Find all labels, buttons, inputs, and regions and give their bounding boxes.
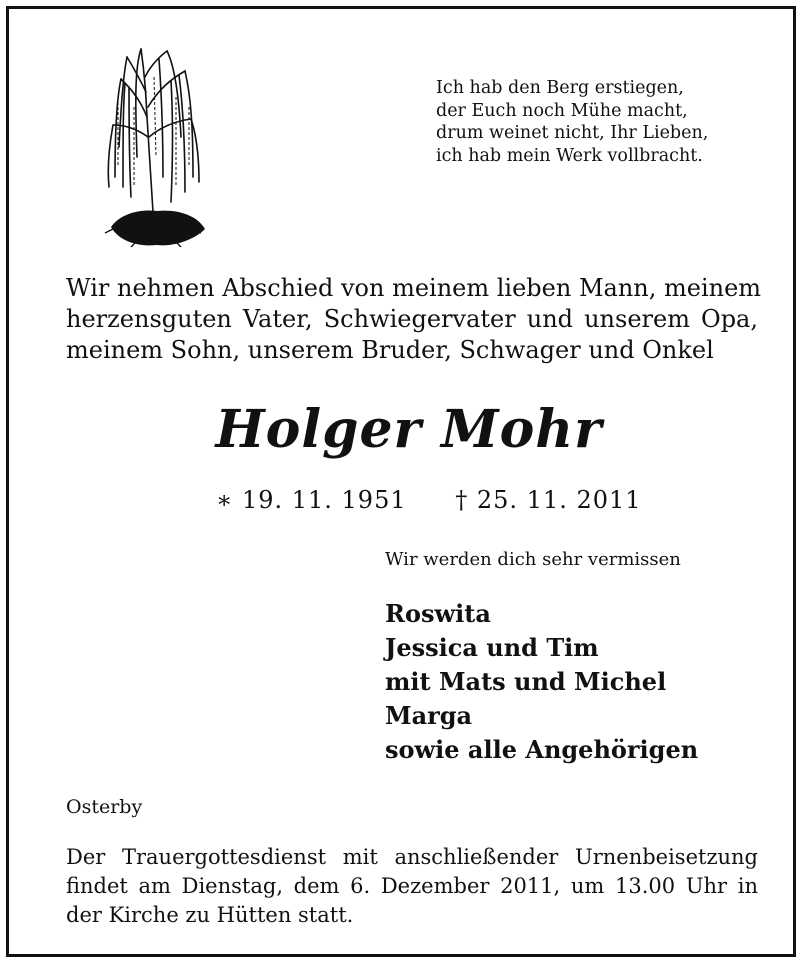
mourner: Roswita [385,599,491,628]
intro-line: meinem Sohn, unserem Bruder, Schwager und Onkel [66,336,714,364]
poem-line: drum weinet nicht, Ihr Lieben, [436,123,709,143]
place-name: Osterby [66,796,143,818]
farewell-line: Wir werden dich sehr vermissen [385,549,681,570]
service-line: Der Trauergottesdienst mit anschließender Urnenbeisetzung [66,845,758,869]
intro-line: Wir nehmen Abschied von meinem lieben Mann, meinem [66,274,762,302]
birth-date: ∗ 19. 11. 1951 [216,486,407,514]
service-line: findet am Dienstag, dem 6. Dezember 2011, um 13.00 Uhr in [66,874,758,898]
intro-line: herzensguten Vater, Schwiegervater und unserem Opa, [66,305,758,333]
obituary-notice [6,6,796,957]
poem-line: ich hab mein Werk vollbracht. [436,145,703,166]
death-date: † 25. 11. 2011 [455,486,642,514]
mourners-list [385,597,698,767]
mourner: sowie alle Angehörigen [385,735,699,764]
life-dates [216,486,642,514]
service-line: der Kirche zu Hütten statt. [66,903,354,927]
poem-line: Ich hab den Berg erstiegen, [436,78,684,98]
poem-line: der Euch noch Mühe macht, [436,100,688,121]
deceased-name: Holger Mohr [215,399,603,460]
mourner: Jessica und Tim [385,633,599,662]
mourner: mit Mats und Michel [385,667,667,696]
mourner: Marga [385,701,473,730]
service-info [66,843,758,930]
poem [436,77,708,167]
weeping-willow-icon [101,37,213,251]
intro-text [66,273,762,366]
